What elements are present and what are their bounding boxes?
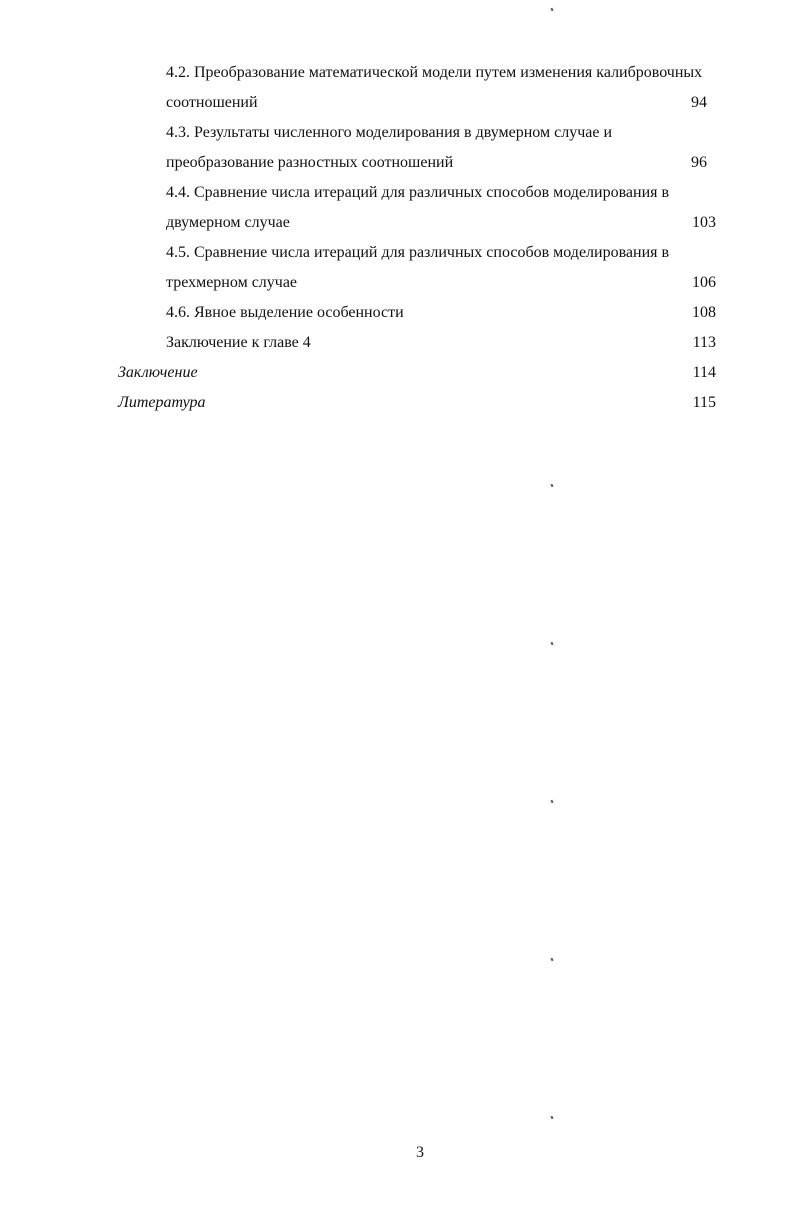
toc-entry-conclusion-page: 114 [692,364,716,381]
toc-entry-chapter4-conclusion: Заключение к главе 4 [166,334,311,351]
page-number: 3 [416,1144,424,1161]
toc-entry-4-2-line1: 4.2. Преобразование математической модели путем изменения калибровочных [166,64,703,81]
toc-entry-4-6-page: 108 [692,304,716,321]
toc-entry-4-5-line2: трехмерном случае [166,274,298,291]
toc-entry-4-4-page: 103 [692,214,716,231]
toc-entry-literature: Литература [118,394,206,411]
toc-entry-4-4-line2: двумерном случае [166,214,290,231]
toc-entry-4-3-line2: преобразование разностных соотношений [166,154,454,171]
toc-entry-conclusion: Заключение [118,364,198,381]
toc-entry-4-6: 4.6. Явное выделение особенности [166,304,404,321]
toc-entry-4-5-page: 106 [692,274,716,291]
toc-entry-4-2-page: 94 [691,94,707,111]
toc-entry-4-4-line1: 4.4. Сравнение числа итераций для различных способов моделирования в [166,184,670,201]
toc-entry-4-3-page: 96 [691,154,707,171]
toc-entry-literature-page: 115 [692,394,716,411]
toc-entry-chapter4-conclusion-page: 113 [692,334,716,351]
toc-entry-4-2-line2: соотношений [166,94,258,111]
toc-entry-4-3-line1: 4.3. Результаты численного моделирования в двумерном случае и [166,124,613,141]
toc-entry-4-5-line1: 4.5. Сравнение числа итераций для различных способов моделирования в [166,244,670,261]
